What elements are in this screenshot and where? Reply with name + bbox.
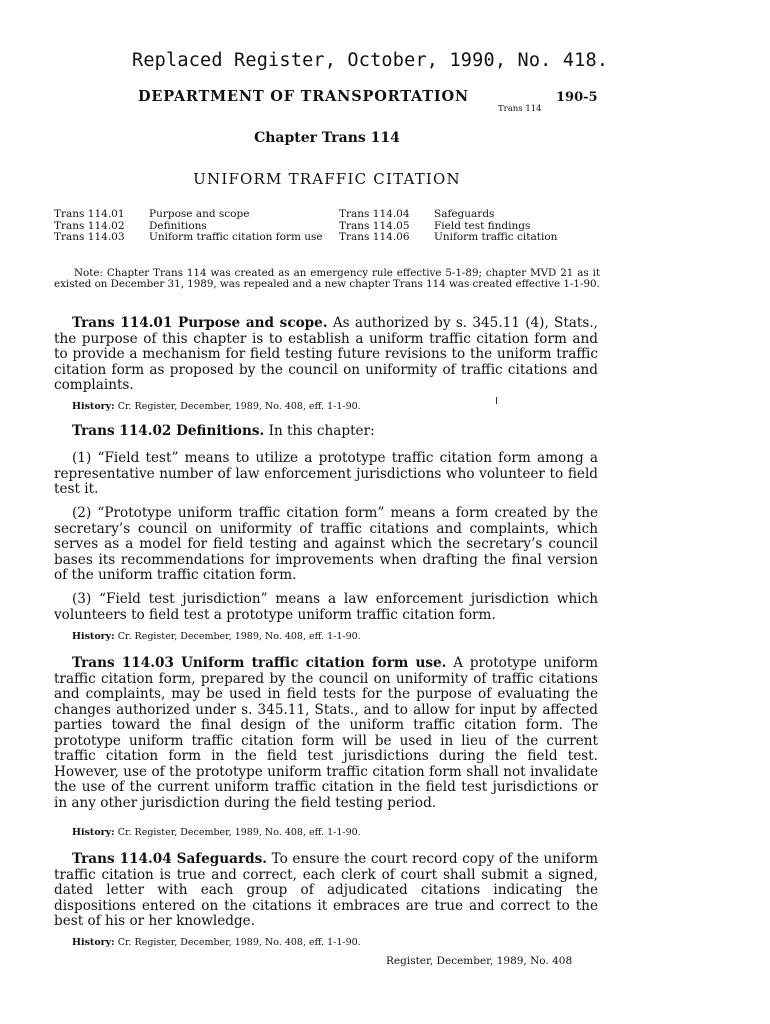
history-label: History: bbox=[72, 827, 115, 838]
section-body: To ensure the court record copy of the uniform traffic citation is true and correct, each clerk of court shall submit a signed, dated letter with each group of adjudicated citations indicating the dispositions entered on the citations it embraces are true and correct to the best of his or her knowledge. bbox=[54, 851, 598, 929]
toc-title: Safeguards bbox=[434, 208, 495, 220]
toc-entry bbox=[54, 232, 339, 244]
chapter-note: Note: Chapter Trans 114 was created as an emergency rule effective 5-1-89; chapter MVD 21 as it existed on December 31, 1989, was repealed and a new chapter Trans 114 was created effective 1-1-90. bbox=[54, 267, 600, 291]
definition-field-test: (1) “Field test” means to utilize a prototype traffic citation form among a representative number of law enforcement jurisdictions who volunteer to field test it. bbox=[54, 450, 598, 497]
toc-title: Definitions bbox=[149, 219, 207, 232]
history-note bbox=[72, 631, 592, 642]
section-114-01 bbox=[54, 316, 598, 394]
section-body: A prototype uniform traffic citation form, prepared by the council on uniformity of traffic citations and complaints, may be used in field tests for the purpose of evaluating the changes authorized under s. 345.11, Stats., and to allow for input by affected parties toward the final design of the uniform traffic citation form. The prototype uniform traffic citation form will be used in lieu of the current traffic citation form in the field test jurisdictions during the field test. However, use of the prototype uniform traffic citation form shall not invalidate the use of the current uniform traffic citation in the field test jurisdictions or in any other jurisdiction during the field testing period. bbox=[54, 655, 598, 811]
register-footer: Register, December, 1989, No. 408 bbox=[386, 955, 573, 967]
history-text: Cr. Register, December, 1989, No. 408, eff. 1-1-90. bbox=[117, 401, 361, 412]
history-label: History: bbox=[72, 937, 115, 948]
history-label: History: bbox=[72, 631, 115, 642]
definition-field-test-jurisdiction: (3) “Field test jurisdiction” means a law enforcement jurisdiction which volunteers to field test a prototype uniform traffic citation form. bbox=[54, 591, 598, 623]
history-text: Cr. Register, December, 1989, No. 408, eff. 1-1-90. bbox=[117, 937, 361, 948]
section-heading: Trans 114.03 Uniform traffic citation form use. bbox=[72, 655, 447, 671]
toc-number: Trans 114.01 bbox=[54, 208, 125, 220]
replaced-register-stamp: Replaced Register, October, 1990, No. 418. bbox=[132, 50, 609, 71]
toc-entry bbox=[339, 209, 624, 221]
definition-prototype-form: (2) “Prototype uniform traffic citation form” means a form created by the secretary’s council on uniformity of traffic citations and complaints, which serves as a model for field testing and against which the secretary’s council bases its recommendations for improvements when drafting the final version of the uniform traffic citation form. bbox=[54, 505, 598, 583]
section-114-03 bbox=[54, 656, 598, 811]
history-label: History: bbox=[72, 401, 115, 412]
section-heading: Trans 114.01 Purpose and scope. bbox=[72, 315, 328, 331]
section-body: In this chapter: bbox=[268, 423, 375, 439]
section-heading: Trans 114.04 Safeguards. bbox=[72, 851, 268, 867]
history-note bbox=[72, 401, 592, 412]
table-of-contents-left bbox=[54, 209, 339, 244]
toc-entry bbox=[339, 232, 624, 244]
toc-title: Uniform traffic citation bbox=[434, 231, 558, 243]
toc-number: Trans 114.03 bbox=[54, 231, 125, 243]
section-body: As authorized by s. 345.11 (4), Stats., the purpose of this chapter is to establish a uniform traffic citation form and to provide a mechanism for field testing future revisions to the uniform traffic citation form as proposed by the council on uniformity of traffic citations and complaints. bbox=[54, 315, 598, 393]
history-note bbox=[72, 827, 592, 838]
page-subheader: Trans 114 bbox=[498, 104, 542, 114]
chapter-title: UNIFORM TRAFFIC CITATION bbox=[193, 170, 461, 188]
toc-title: Field test findings bbox=[434, 219, 531, 232]
page-number: 190-5 bbox=[556, 90, 598, 105]
section-114-04 bbox=[54, 852, 598, 930]
table-of-contents-right bbox=[339, 209, 624, 244]
toc-entry bbox=[54, 209, 339, 221]
section-114-02 bbox=[54, 424, 598, 440]
toc-number: Trans 114.05 bbox=[339, 219, 410, 232]
history-text: Cr. Register, December, 1989, No. 408, eff. 1-1-90. bbox=[117, 827, 361, 838]
history-note bbox=[72, 937, 592, 948]
toc-number: Trans 114.04 bbox=[339, 208, 410, 220]
toc-title: Uniform traffic citation form use bbox=[149, 231, 323, 243]
history-text: Cr. Register, December, 1989, No. 408, eff. 1-1-90. bbox=[117, 631, 361, 642]
section-heading: Trans 114.02 Definitions. bbox=[72, 423, 265, 439]
toc-number: Trans 114.02 bbox=[54, 219, 125, 232]
chapter-heading: Chapter Trans 114 bbox=[254, 130, 400, 146]
toc-number: Trans 114.06 bbox=[339, 231, 410, 243]
toc-title: Purpose and scope bbox=[149, 208, 250, 220]
margin-mark bbox=[496, 397, 497, 404]
department-header: DEPARTMENT OF TRANSPORTATION bbox=[138, 88, 469, 105]
